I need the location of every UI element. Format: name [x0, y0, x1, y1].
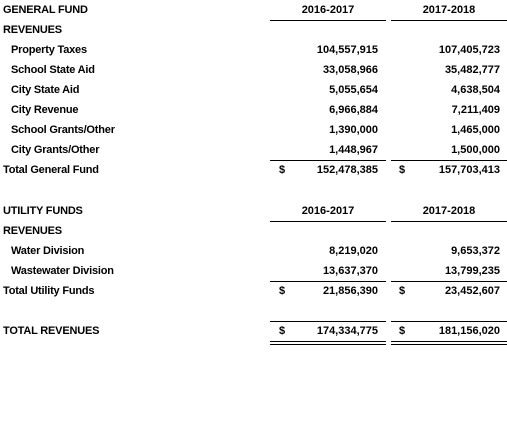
row-label: City Grants/Other [11, 144, 100, 156]
table-row [0, 43, 507, 59]
utility-funds-total-row [0, 284, 507, 300]
currency-symbol: $ [279, 164, 286, 176]
utility-funds-col2-header: 2017-2018 [422, 205, 476, 217]
grand-total-double-rule-2b [391, 344, 507, 345]
utility-funds-subtotal-rule-1 [270, 281, 386, 282]
general-fund-subtotal-rule-1 [270, 160, 386, 161]
row-value-2017: 1,500,000 [451, 144, 500, 156]
grand-total-double-rule-1a [270, 341, 386, 342]
row-label: City State Aid [11, 84, 80, 96]
grand-total-value-2016: 174,334,775 [316, 325, 378, 337]
general-fund-col2-header: 2017-2018 [422, 4, 476, 16]
row-label: Wastewater Division [11, 265, 114, 277]
total-value-2017: 157,703,413 [438, 164, 500, 176]
grand-total-label: TOTAL REVENUES [3, 325, 100, 337]
general-fund-subtotal-rule-2 [391, 160, 507, 161]
utility-funds-title: UTILITY FUNDS [3, 205, 83, 217]
total-value-2016: 21,856,390 [322, 285, 378, 297]
total-value-2016: 152,478,385 [316, 164, 378, 176]
table-row [0, 103, 507, 119]
row-value-2016: 6,966,884 [329, 104, 378, 116]
row-value-2016: 33,058,966 [322, 64, 378, 76]
row-label: School Grants/Other [11, 124, 115, 136]
row-value-2016: 1,448,967 [329, 144, 378, 156]
total-label: Total General Fund [3, 164, 99, 176]
general-fund-title: GENERAL FUND [3, 4, 88, 16]
row-value-2016: 1,390,000 [329, 124, 378, 136]
row-value-2016: 13,637,370 [322, 265, 378, 277]
row-value-2017: 35,482,777 [444, 64, 500, 76]
general-fund-header-rule-1 [270, 20, 386, 21]
grand-total-double-rule-2a [391, 341, 507, 342]
row-value-2016: 5,055,654 [329, 84, 378, 96]
row-value-2016: 8,219,020 [329, 245, 378, 257]
grand-total-value-2017: 181,156,020 [438, 325, 500, 337]
row-label: School State Aid [11, 64, 95, 76]
general-fund-header-row [0, 3, 507, 19]
total-label: Total Utility Funds [3, 285, 95, 297]
table-row [0, 143, 507, 159]
total-value-2017: 23,452,607 [444, 285, 500, 297]
row-value-2017: 1,465,000 [451, 124, 500, 136]
table-row [0, 264, 507, 280]
row-value-2017: 107,405,723 [438, 44, 500, 56]
grand-total-double-rule-1b [270, 344, 386, 345]
row-label: Property Taxes [11, 44, 87, 56]
utility-funds-header-row [0, 204, 507, 220]
currency-symbol: $ [279, 325, 286, 337]
currency-symbol: $ [279, 285, 286, 297]
utility-funds-col1-header: 2016-2017 [301, 205, 355, 217]
table-row [0, 123, 507, 139]
general-fund-section-row [0, 23, 507, 39]
general-fund-col1-header: 2016-2017 [301, 4, 355, 16]
row-value-2017: 9,653,372 [451, 245, 500, 257]
row-value-2017: 7,211,409 [451, 104, 500, 116]
general-fund-total-row [0, 163, 507, 179]
row-value-2016: 104,557,915 [316, 44, 378, 56]
row-value-2017: 13,799,235 [444, 265, 500, 277]
currency-symbol: $ [399, 285, 406, 297]
general-fund-section-label: REVENUES [3, 24, 62, 36]
row-label: Water Division [11, 245, 85, 257]
row-value-2017: 4,638,504 [451, 84, 500, 96]
grand-total-top-rule-1 [270, 321, 386, 322]
currency-symbol: $ [399, 164, 406, 176]
utility-funds-subtotal-rule-2 [391, 281, 507, 282]
utility-funds-header-rule-2 [391, 221, 507, 222]
general-fund-header-rule-2 [391, 20, 507, 21]
table-row [0, 244, 507, 260]
grand-total-top-rule-2 [391, 321, 507, 322]
table-row [0, 63, 507, 79]
utility-funds-section-row [0, 224, 507, 240]
currency-symbol: $ [399, 325, 406, 337]
utility-funds-header-rule-1 [270, 221, 386, 222]
table-row [0, 83, 507, 99]
grand-total-row [0, 324, 507, 340]
utility-funds-section-label: REVENUES [3, 225, 62, 237]
row-label: City Revenue [11, 104, 79, 116]
